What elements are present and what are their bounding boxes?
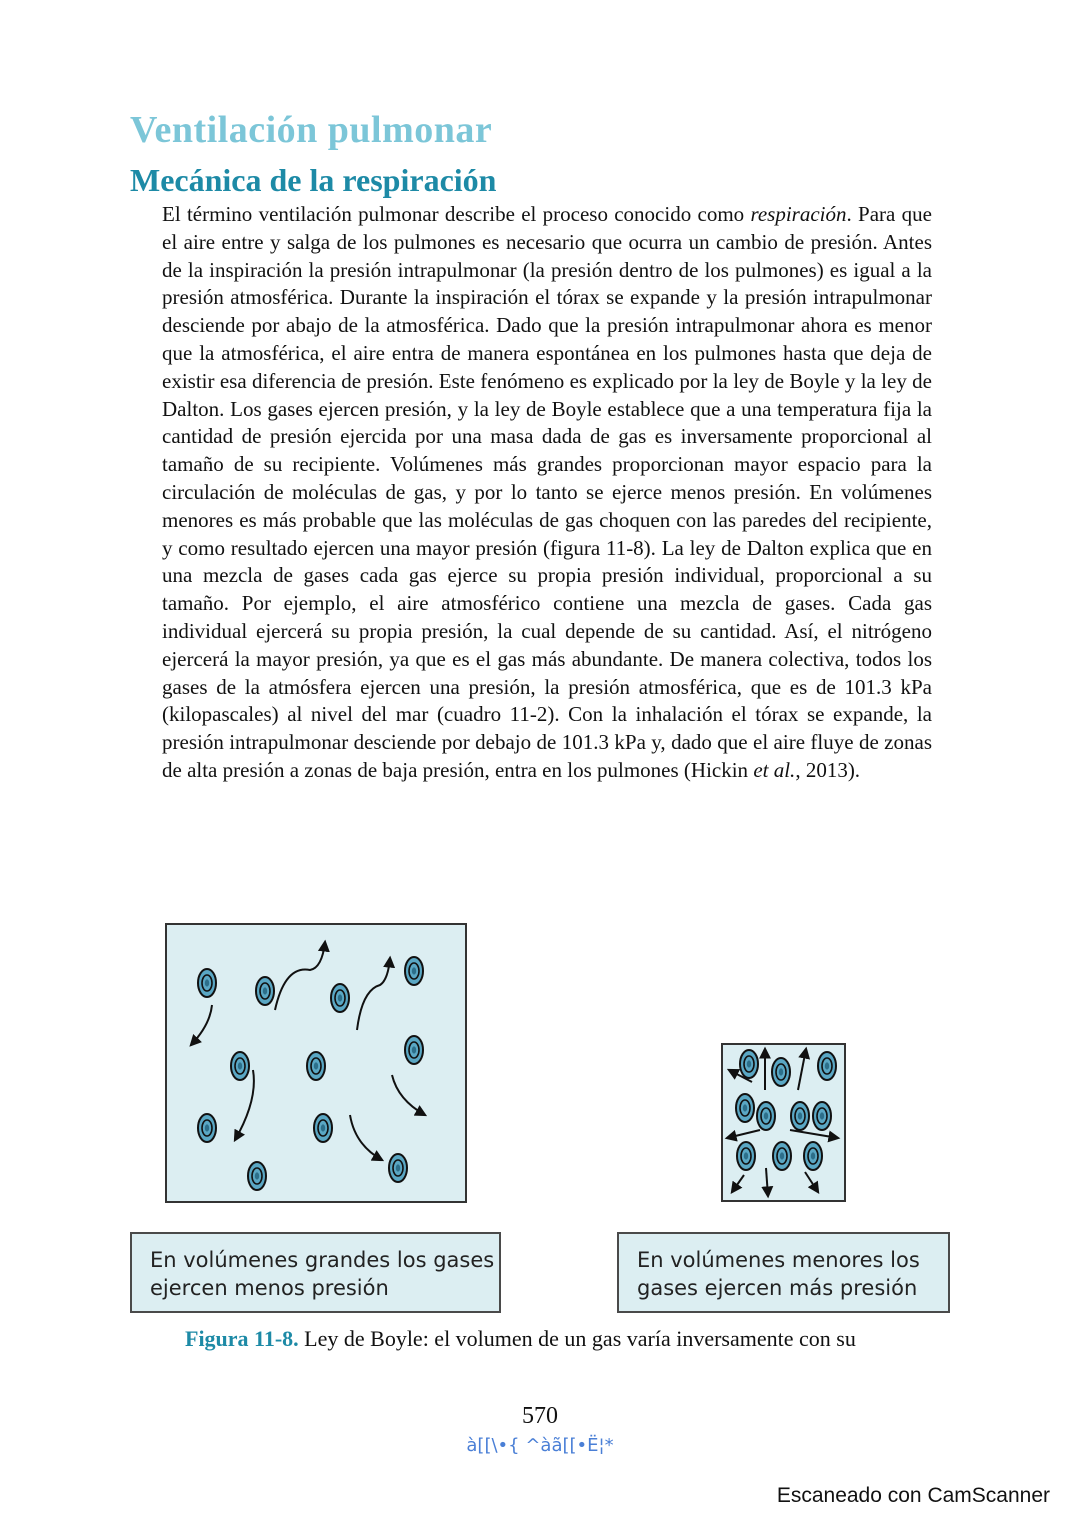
subsection-title: Mecánica de la respiración bbox=[130, 162, 497, 198]
section-title: Ventilación pulmonar bbox=[130, 109, 493, 151]
figure-caption-label: Figura 11-8. bbox=[185, 1326, 299, 1351]
large-container-molecules bbox=[198, 957, 423, 1190]
small-container-motion-arrows bbox=[727, 1049, 838, 1196]
small-volume-label-line1: En volúmenes menores los bbox=[637, 1248, 920, 1272]
paragraph-text-3: , 2013). bbox=[795, 757, 861, 782]
figure-caption bbox=[185, 1326, 856, 1352]
paragraph-text-2: . Para que el aire entre y salga de los pulmones es necesario que ocurra un cambio de presión. Antes de la inspiración la presión intrapulmonar (la presión dentro de los pulmones) es igual a la presión atmosférica. Durante la inspiración el tórax se expande y la presión intrapulmonar desciende por abajo de la atmosférica. Dado que la presión intrapulmonar ahora es menor que la atmosférica, el aire entra de manera espontánea en los pulmones hasta que deja de existir esa diferencia de presión. Este fenómeno es explicado por la ley de Boyle y la ley de Dalton. Los gases ejercen presión, y la ley de Boyle establece que a una temperatura fija la cantidad de presión ejercida por una masa dada de gas es inversamente proporcional al tamaño de su recipiente. Volúmenes más grandes proporcionan mayor espacio para la circulación de moléculas de gas, y por lo tanto se ejerce menos presión. En volúmenes menores es más probable que las moléculas de gas choquen con las paredes del recipiente, y como resultado ejercen una mayor presión (figura 11-8). La ley de Dalton explica que en una mezcla de gases cada gas ejerce su propia presión individual, proporcional a su tamaño. Por ejemplo, el aire atmosférico contiene una mezcla de gases. Cada gas individual ejercerá su propia presión, la cual depende de su cantidad. Así, el nitrógeno ejercerá la mayor presión, ya que es el gas más abundante. De manera colectiva, todos los gases de la atmósfera ejercen una presión, la presión atmosférica, que es de 101.3 kPa (kilopascales) al nivel del mar (cuadro 11-2). Con la inhalación el tórax se expande, la presión intrapulmonar desciende por debajo de 101.3 kPa y, dado que el aire fluye de zonas de alta presión a zonas de baja presión, entra en los pulmones (Hickin bbox=[162, 202, 932, 782]
large-volume-label-line2: ejercen menos presión bbox=[150, 1276, 389, 1300]
large-volume-label-line1: En volúmenes grandes los gases bbox=[150, 1248, 495, 1272]
page-number: 570 bbox=[522, 1403, 558, 1429]
body-paragraph bbox=[162, 201, 932, 785]
paragraph-italic-2: et al. bbox=[753, 757, 796, 782]
small-volume-label-line2: gases ejercen más presión bbox=[637, 1276, 918, 1300]
paragraph-italic-1: respiración bbox=[750, 202, 847, 226]
footer-garbled-text: à[[\•{ ^àã[[•Ë¦* bbox=[466, 1435, 614, 1456]
paragraph-text-1: El término ventilación pulmonar describe el proceso conocido como bbox=[162, 202, 751, 226]
large-volume-label-box bbox=[130, 1232, 501, 1313]
large-container-motion-arrows bbox=[191, 942, 425, 1160]
figure-caption-text: Ley de Boyle: el volumen de un gas varía inversamente con su bbox=[298, 1326, 856, 1351]
camscanner-watermark: Escaneado con CamScanner bbox=[776, 1484, 1050, 1507]
small-container-molecules bbox=[736, 1050, 836, 1170]
small-volume-label-box bbox=[617, 1232, 950, 1313]
large-volume-container bbox=[166, 924, 466, 1202]
small-volume-container bbox=[722, 1044, 845, 1201]
